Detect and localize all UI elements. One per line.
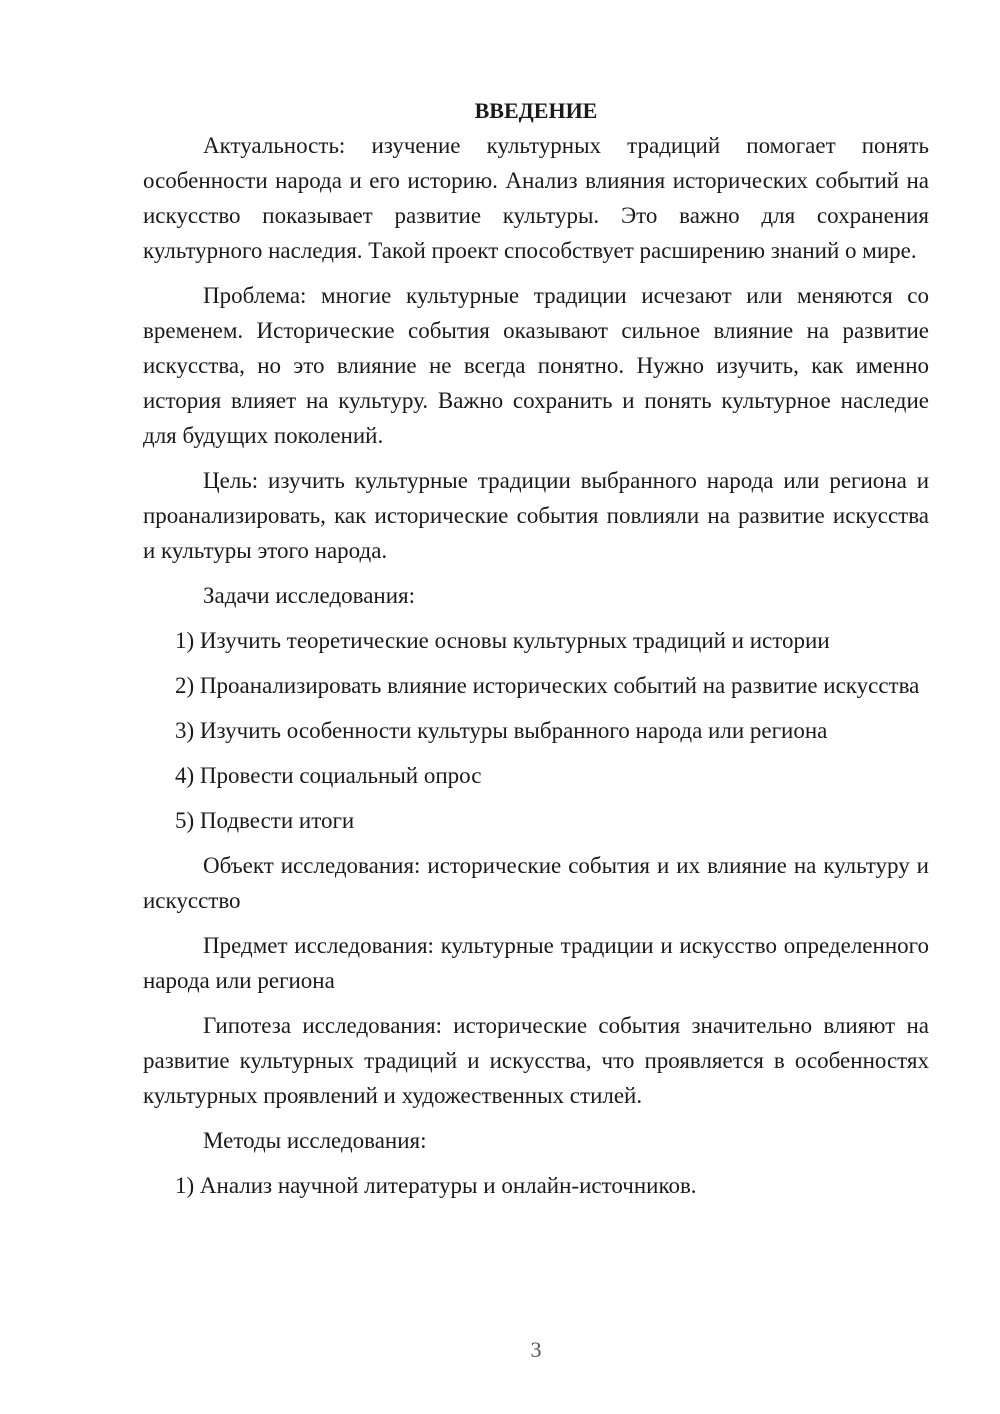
method-item: 1) Анализ научной литературы и онлайн-источников.	[175, 1173, 697, 1198]
paragraph-object: Объект исследования: исторические события и их влияние на культуру и искусство	[143, 853, 929, 913]
task-item: 5) Подвести итоги	[175, 808, 355, 833]
tasks-heading: Задачи исследования:	[203, 583, 416, 608]
paragraph-problem: Проблема: многие культурные традиции исчезают или меняются со временем. Исторические события оказывают сильное влияние на развитие искусства, но это влияние не всегда понятно. Нужно изучить, как именно история влияет на культуру. Важно сохранить и понять культурное наследие для будущих поколений.	[143, 283, 929, 448]
paragraph-subject: Предмет исследования: культурные традиции и искусство определенного народа или региона	[143, 933, 929, 993]
page-title: ВВЕДЕНИЕ	[474, 98, 598, 123]
paragraph-hypothesis: Гипотеза исследования: исторические события значительно влияют на развитие культурных традиций и искусства, что проявляется в особенностях культурных проявлений и художественных стилей.	[143, 1013, 929, 1108]
page-number: 3	[530, 1337, 542, 1362]
page-content	[143, 93, 929, 1213]
task-item: 1) Изучить теоретические основы культурных традиций и истории	[175, 628, 830, 653]
task-item: 2) Проанализировать влияние исторических событий на развитие искусства	[175, 673, 920, 698]
task-item: 3) Изучить особенности культуры выбранного народа или региона	[175, 718, 828, 743]
paragraph-relevance: Актуальность: изучение культурных традиций помогает понять особенности народа и его историю. Анализ влияния исторических событий на искусство показывает развитие культуры. Это важно для сохранения культурного наследия. Такой проект способствует расширению знаний о мире.	[143, 133, 929, 263]
task-item: 4) Провести социальный опрос	[175, 763, 482, 788]
paragraph-goal: Цель: изучить культурные традиции выбранного народа или региона и проанализировать, как исторические события повлияли на развитие искусства и культуры этого народа.	[143, 468, 929, 563]
methods-heading: Методы исследования:	[203, 1128, 427, 1153]
